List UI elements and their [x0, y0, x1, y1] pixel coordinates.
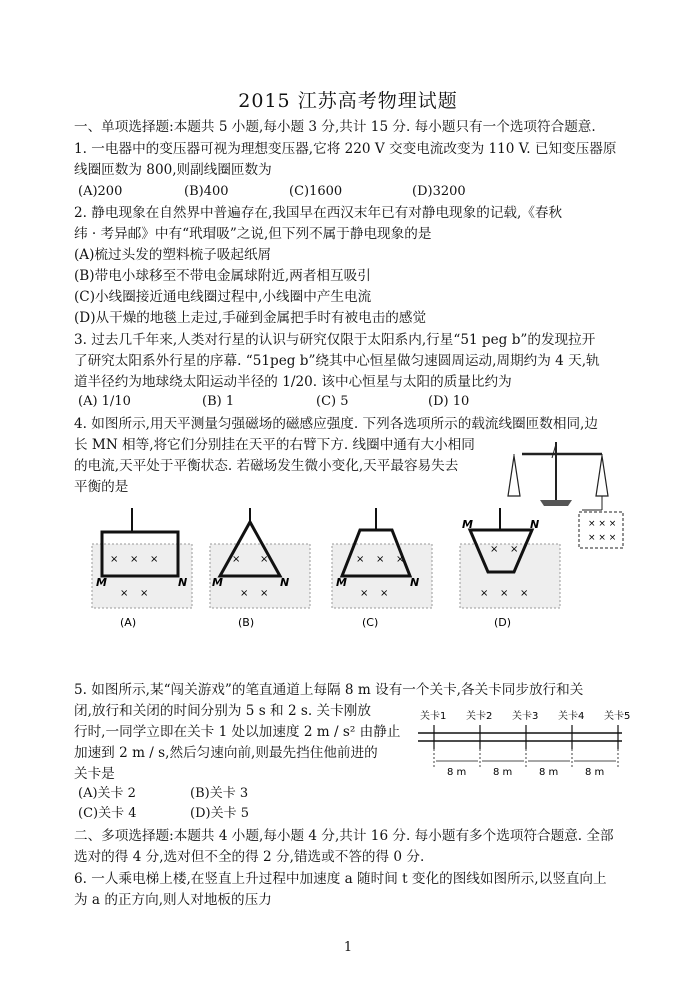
q6-line-1: 6. 一人乘电梯上楼,在竖直上升过程中加速度 a 随时间 t 变化的图线如图所示,以竖直向上	[74, 871, 607, 887]
svg-text:×: ×	[490, 544, 499, 555]
q1-line-2: 线圈匝数为 800,则副线圈匝数为	[74, 162, 272, 178]
q3-option-c: (C) 5	[316, 394, 349, 409]
q4-line-4: 平衡的是	[74, 479, 129, 495]
gate-label-4: 关卡4	[558, 711, 585, 722]
q5-option-c: (C)关卡 4	[78, 806, 137, 821]
q5-line-5: 关卡是	[74, 766, 115, 782]
svg-text:×: ×	[260, 554, 269, 565]
q2-line-2: 纬 · 考异邮》中有“玳瑁吸”之说,但下列不属于静电现象的是	[74, 226, 432, 242]
gate-label-3: 关卡3	[512, 711, 539, 722]
spacing-label-4: 8 m	[585, 767, 605, 778]
svg-text:×: ×	[520, 588, 529, 599]
q1-option-d: (D)3200	[412, 184, 466, 199]
svg-text:M: M	[212, 576, 223, 589]
q4-line-3: 的电流,天平处于平衡状态. 若磁场发生微小变化,天平最容易失去	[74, 458, 459, 474]
q2-option-b: (B)带电小球移至不带电金属球附近,两者相互吸引	[74, 268, 371, 284]
q5-line-4: 加速到 2 m / s,然后匀速向前,则最先挡住他前进的	[74, 745, 378, 761]
svg-text:M: M	[336, 576, 347, 589]
svg-text:×: ×	[120, 588, 129, 599]
svg-text:N: N	[280, 576, 290, 589]
svg-text:N: N	[410, 576, 420, 589]
q1-option-b: (B)400	[184, 184, 229, 199]
option-d-diagram	[460, 508, 560, 629]
gates-layer	[420, 709, 630, 767]
option-c-diagram	[332, 508, 432, 629]
label-m: M	[96, 576, 107, 589]
svg-text:× × ×: × × ×	[588, 519, 617, 529]
svg-text:×: ×	[376, 554, 385, 565]
q2-option-c: (C)小线圈接近通电线圈过程中,小线圈中产生电流	[74, 289, 372, 305]
q1-line-1: 1. 一电器中的变压器可视为理想变压器,它将 220 V 交变电流改变为 110 V. 已知变压器原	[74, 141, 617, 157]
svg-text:×: ×	[360, 588, 369, 599]
section-1-heading: 一、单项选择题:本题共 5 小题,每小题 3 分,共计 15 分. 每小题只有一个选项符合题意.	[74, 119, 596, 135]
section-2-line-2: 选对的得 4 分,选对但不全的得 2 分,错选或不答的得 0 分.	[74, 849, 425, 865]
q4-line-2: 长 MN 相等,将它们分别挂在天平的右臂下方. 线圈中通有大小相同	[74, 437, 475, 453]
option-d-label: (D)	[494, 616, 512, 629]
spacing-label-3: 8 m	[539, 767, 559, 778]
option-a-diagram	[92, 508, 192, 629]
q2-line-1: 2. 静电现象在自然界中普遍存在,我国早在西汉末年已有对静电现象的记载,《春秋	[74, 205, 563, 221]
svg-text:×: ×	[130, 554, 139, 565]
q3-line-3: 道半径约为地球绕太阳运动半径的 1/20. 该中心恒星与太阳的质量比约为	[74, 374, 512, 390]
q5-option-b: (B)关卡 3	[190, 786, 249, 801]
gate-label-1: 关卡1	[420, 711, 447, 722]
spacing-label-2: 8 m	[493, 767, 513, 778]
field-mark: ×	[110, 554, 119, 565]
q5-line-1: 5. 如图所示,某“闯关游戏”的笔直通道上每隔 8 m 设有一个关卡,各关卡同步放行和关	[74, 682, 584, 698]
q5-option-a: (A)关卡 2	[78, 786, 136, 801]
q5-option-d: (D)关卡 5	[190, 806, 249, 821]
option-c-label: (C)	[362, 616, 379, 629]
spacing-label-1: 8 m	[447, 767, 467, 778]
gate-label-5: 关卡5	[604, 711, 631, 722]
svg-text:× × ×: × × ×	[588, 533, 617, 543]
q3-option-a: (A) 1/10	[78, 394, 131, 409]
q3-line-2: 了研究太阳系外行星的序幕. “51peg b”绕其中心恒星做匀速圆周运动,周期约为 4 天,轨	[74, 353, 600, 369]
svg-text:M: M	[462, 518, 473, 531]
svg-text:×: ×	[240, 588, 249, 599]
q5-line-2: 闭,放行和关闭的时间分别为 5 s 和 2 s. 关卡刚放	[74, 703, 371, 719]
q3-line-1: 3. 过去几千年来,人类对行星的认识与研究仅限于太阳系内,行星“51 peg b”的发现拉开	[74, 332, 596, 348]
option-a-label: (A)	[120, 616, 137, 629]
svg-text:×: ×	[140, 588, 149, 599]
svg-text:×: ×	[500, 588, 509, 599]
q1-option-a: (A)200	[78, 184, 123, 199]
q2-option-d: (D)从干燥的地毯上走过,手碰到金属把手时有被电击的感觉	[74, 310, 427, 326]
section-2-line-1: 二、多项选择题:本题共 4 小题,每小题 4 分,共计 16 分. 每小题有多个选项符合题意. 全部	[74, 828, 614, 844]
q6-line-2: 为 a 的正方向,则人对地板的压力	[74, 892, 272, 908]
q3-option-d: (D) 10	[428, 394, 470, 409]
svg-text:×: ×	[480, 588, 489, 599]
svg-text:×: ×	[260, 588, 269, 599]
q1-option-c: (C)1600	[289, 184, 343, 199]
q5-line-3: 行时,一同学立即在关卡 1 处以加速度 2 m / s² 由静止	[74, 724, 401, 740]
svg-text:×: ×	[232, 554, 241, 565]
q2-option-a: (A)梳过头发的塑料梳子吸起纸屑	[74, 247, 272, 263]
svg-text:×: ×	[396, 554, 405, 565]
option-b-label: (B)	[238, 616, 255, 629]
page-title: 2015 江苏高考物理试题	[238, 90, 458, 112]
svg-text:N: N	[530, 518, 540, 531]
spacing-layer	[436, 761, 616, 778]
option-b-diagram	[210, 508, 310, 629]
page-number: 1	[343, 940, 353, 955]
gate-label-2: 关卡2	[466, 711, 493, 722]
svg-text:×: ×	[150, 554, 159, 565]
svg-text:×: ×	[380, 588, 389, 599]
q4-line-1: 4. 如图所示,用天平测量匀强磁场的磁感应强度. 下列各选项所示的载流线圈匝数相同,边	[74, 416, 598, 432]
svg-text:×: ×	[356, 554, 365, 565]
label-n: N	[178, 576, 188, 589]
q3-option-b: (B) 1	[202, 394, 235, 409]
gate-corridor-figure	[412, 705, 631, 778]
coil-options-figure	[80, 500, 550, 640]
svg-text:×: ×	[510, 544, 519, 555]
